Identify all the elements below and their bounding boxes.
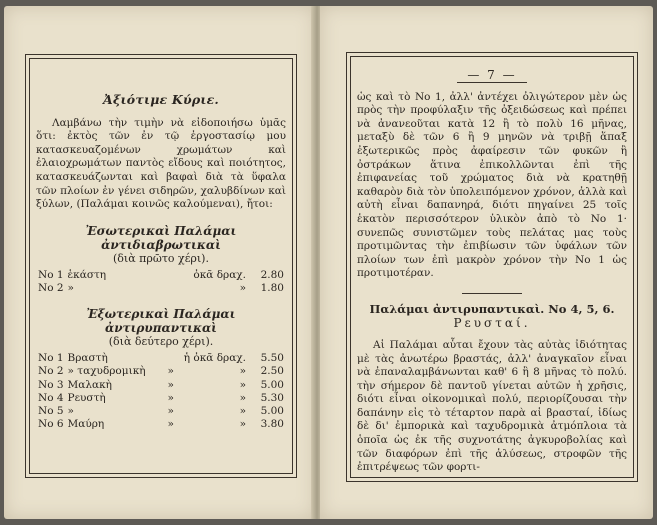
table-row (36, 392, 286, 405)
item-unit: » (239, 281, 246, 294)
item-unit: ὀκᾶ δραχ. (193, 268, 246, 281)
table-row (36, 269, 286, 282)
table-row (36, 405, 286, 418)
continuation-paragraph: ὡς καὶ τὸ Νο 1, ἀλλ' ἀντέχει ὀλιγώτερον μὲν ὡς πρὸς τὴν προφύλαξιν τῆς ὀξειδώσεως καὶ πρέπει νὰ ἀνανεοῦται κατὰ 12 ἢ τὸ πολὺ 16 μῆνας, μεταξὺ δὲ τῶν 6 ἢ 9 μηνῶν νὰ τριβῇ ἅπαξ ἐξωτερικῶς πρὸς ἀφαίρεσιν τῶν φυκῶν ἢ ὀστράκων ἅτινα ἐπικολλῶνται ἐπὶ τῆς ἐπιφανείας τοῦ χρώματος διὰ νὰ κρατηθῇ καθαρὸν διὰ τὸν ὑπολειπόμενον χρόνον, ἀλλὰ καὶ αὐτὴ εἶναι δαπανηρά, διότι πηγαίνει 25 τοῖς ἑκατὸν περισσότερον ὑλικὸν ἀπὸ τὸ Νο 1· συνεπῶς συνιστῶμεν τοὺς πελάτας μας τοὺς προτιμῶντας τὴν ἐπιβίωσιν τῶν ὑφάλων τῶν πλοίων των ἐπὶ μακρὸν χρόνον τὴν Νο 1 ὡς προτιμοτέραν. (357, 90, 627, 280)
table-row (36, 379, 286, 392)
item-price: 5.00 (260, 378, 284, 391)
item-number: Νο 2 (38, 365, 64, 378)
item-unit: » (239, 418, 246, 431)
price-table-exterior (36, 352, 286, 431)
item-price: 5.30 (260, 391, 284, 404)
page-number-text: — 7 — (457, 68, 526, 83)
item-number: Νο 2 (38, 281, 64, 294)
item-name: ἑκάστη (67, 268, 107, 281)
item-name: Μαύρη (67, 418, 105, 431)
section-title-interior: Ἐσωτερικαὶ Παλάμαι ἀντιδιαβρωτικαὶ (85, 223, 237, 252)
section-subtitle-exterior: (διὰ δεύτερο χέρι). (108, 335, 214, 349)
section-title-exterior: Ἐξωτερικαὶ Παλάμαι ἀντιρυπαντικαὶ (86, 307, 236, 336)
ditto-mark (160, 352, 182, 365)
item-number: Νο 3 (38, 378, 64, 391)
item-unit: » (239, 404, 246, 417)
item-name: Μαλακὴ (67, 378, 112, 391)
item-name: » (67, 404, 74, 417)
section-divider (462, 293, 522, 294)
section-title-liquid: Παλάμαι ἀντιρυπαντικαὶ. Νο 4, 5, 6. (369, 301, 615, 316)
ditto-mark: » (167, 418, 174, 431)
table-row (36, 365, 286, 378)
item-unit: » (239, 391, 246, 404)
left-page-border-frame (29, 58, 293, 474)
item-price: 5.50 (260, 352, 284, 365)
table-row (36, 418, 286, 431)
item-number: Νο 1 (38, 268, 64, 281)
section-subtitle-interior: (διὰ πρῶτο χέρι). (113, 251, 209, 265)
item-price: 5.00 (260, 404, 284, 417)
item-price: 3.80 (260, 418, 284, 431)
ditto-mark: » (167, 391, 174, 404)
left-page (4, 6, 315, 519)
item-name: Βραστὴ (67, 352, 108, 365)
ditto-mark: » (167, 378, 174, 391)
item-unit: ἡ ὀκᾶ δραχ. (183, 352, 246, 365)
ditto-mark: » (167, 404, 174, 417)
item-number: Νο 5 (38, 404, 64, 417)
item-unit: » (239, 378, 246, 391)
right-page-border-frame (350, 56, 634, 478)
intro-paragraph: Λαμβάνω τὴν τιμὴν νὰ εἰδοποιήσω ὑμᾶς ὅτι: ἐκτὸς τῶν ἐν τῷ ἐργοστασίῳ μου κατασκευαζομένων χρωμάτων καὶ ἐλαιοχρωμάτων παντὸς εἴδους καὶ ποιότητος, κατασκευάζωνται καὶ βαφαὶ διὰ τὰ ὕφαλα τῶν πλοίων ἐν γένει σιδηρῶν, χαλυβδίνων καὶ ξύλων, (Παλάμαι κοινῶς καλούμεναι), ἤτοι: (36, 116, 286, 211)
item-number: Νο 4 (38, 391, 64, 404)
item-price: 2.50 (260, 365, 284, 378)
item-number: Νο 1 (38, 352, 64, 365)
liquid-paints-paragraph: Αἱ Παλάμαι αὗται ἔχουν τὰς αὐτὰς ἰδιότητας μὲ τὰς ἀνωτέρω βραστάς, ἀλλ' ἀναγκαῖον εἶναι νὰ ἐπαναλαμβάνωνται καθ' 6 ἢ 8 μῆνας τὸ πολύ. τὴν σήμερον δὲ παντοῦ γίνεται αὐτῶν ἡ χρῆσις, διότι εἶναι οἰκονομικαὶ πολύ, περιορίζουσαι τὴν δαπάνην εἰς τὸ τέταρτον παρὰ αἱ βρασταί, ἰδίως δὲ δι' ἐμπορικὰ καὶ ταχυδρομικὰ ἀτμόπλοια τὰ ὁποῖα ὡς ἐκ τῆς συχνοτάτης ἀγκυροβολίας καὶ τῶν διαφόρων ἐπὶ τῆς ἁλύσεως, στροφῶν τῆς ἐπιτρέψεως τῶν φορτι- (357, 338, 627, 474)
item-price: 2.80 (260, 268, 284, 281)
table-row (36, 352, 286, 365)
item-name: » (67, 281, 74, 294)
item-name: Ρευστὴ (67, 391, 106, 404)
section-subtitle-liquid: Ρευσταί. (453, 315, 531, 330)
item-price: 1.80 (260, 281, 284, 294)
price-table-interior (36, 269, 286, 295)
table-row (36, 282, 286, 295)
right-page (320, 6, 653, 519)
item-number: Νο 6 (38, 418, 64, 431)
salutation: Ἀξιότιμε Κύριε. (103, 92, 219, 107)
page-number (357, 69, 627, 83)
item-unit: » (239, 365, 246, 378)
item-name: » ταχυδρομικὴ (67, 365, 146, 378)
ditto-mark: » (167, 365, 174, 378)
